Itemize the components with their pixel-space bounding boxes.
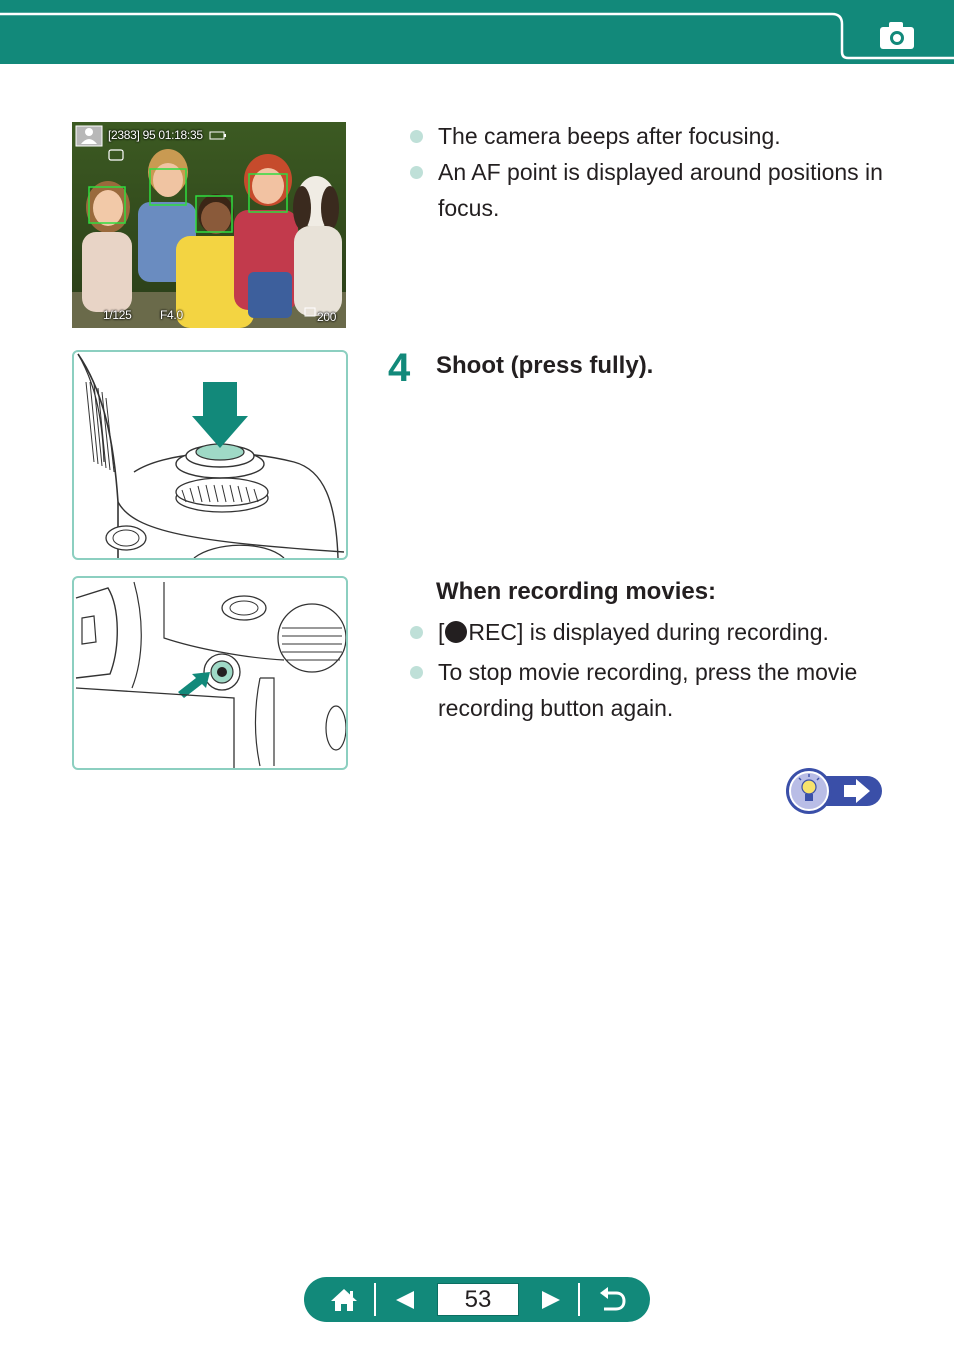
- movies-heading: When recording movies:: [436, 578, 717, 605]
- iso-value: 200: [317, 310, 337, 324]
- list-item: The camera beeps after focusing.: [412, 118, 892, 154]
- page-navigation: [304, 1277, 650, 1322]
- rec-suffix: REC] is displayed during recording.: [468, 619, 829, 645]
- record-dot-icon: [445, 621, 467, 643]
- aperture-value: F4.0: [160, 308, 183, 322]
- next-arrow-icon[interactable]: [530, 1277, 572, 1322]
- shutter-button-illustration: [72, 350, 348, 560]
- home-icon[interactable]: [322, 1277, 366, 1322]
- bullet-icon: [410, 666, 423, 679]
- shots-and-time: [2383] 95 01:18:35: [108, 128, 203, 142]
- return-icon[interactable]: [590, 1277, 634, 1322]
- movie-notes: [412, 614, 892, 726]
- bullet-icon: [410, 626, 423, 639]
- shutter-speed: 1/125: [103, 308, 132, 322]
- list-item: [412, 614, 892, 650]
- header-bar: [0, 0, 954, 64]
- nav-divider: [374, 1283, 376, 1316]
- bullet-icon: [410, 166, 423, 179]
- rec-prefix: [: [438, 619, 445, 645]
- page-number[interactable]: 53: [437, 1283, 519, 1316]
- step-title: Shoot (press fully).: [436, 352, 654, 379]
- camera-screen-photo: [72, 122, 346, 328]
- prev-arrow-icon[interactable]: [384, 1277, 426, 1322]
- nav-divider: [578, 1283, 580, 1316]
- list-item: An AF point is displayed around positions in focus.: [412, 154, 892, 226]
- step-number: 4: [388, 346, 411, 390]
- list-item: [412, 654, 892, 726]
- camera-icon[interactable]: [874, 18, 920, 52]
- header-tab-shape: [0, 0, 954, 64]
- family-photo: [72, 122, 346, 328]
- stop-note: To stop movie recording, press the movie recording button again.: [438, 659, 858, 721]
- movie-button-illustration: [72, 576, 348, 770]
- lightbulb-arrow-icon[interactable]: [784, 766, 884, 816]
- bullet-icon: [410, 130, 423, 143]
- focus-notes: [412, 118, 892, 226]
